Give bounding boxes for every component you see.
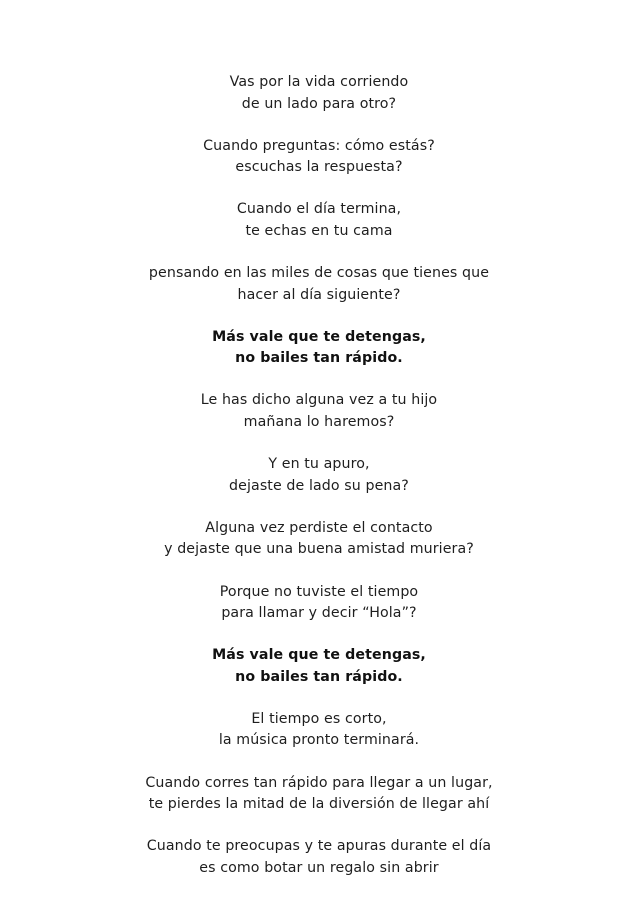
poem-line: hacer al día siguiente? (237, 286, 401, 303)
refrain-stanza (0, 645, 638, 688)
poem-line: Le has dicho alguna vez a tu hijo (200, 392, 438, 409)
poem-line: Cuando preguntas: cómo estás? (203, 137, 435, 154)
poem-line: es como botar un regalo sin abrir (199, 859, 439, 876)
poem-line: escuchas la respuesta? (235, 159, 403, 176)
poem-line: Cuando el día termina, (236, 201, 402, 218)
poem-line: mañana lo haremos? (243, 414, 395, 431)
poem-line: te echas en tu cama (245, 222, 393, 239)
poem-line: para llamar y decir “Hola”? (221, 605, 417, 622)
stanza-11 (0, 709, 638, 752)
poem-line: Cuando corres tan rápido para llegar a un lugar, (145, 774, 493, 791)
stanza-4 (0, 263, 638, 306)
poem-line: te pierdes la mitad de la diversión de llegar ahí (148, 796, 490, 813)
refrain-line: Más vale que te detengas, (212, 328, 426, 345)
refrain-line: Más vale que te detengas, (212, 647, 426, 664)
stanza-8 (0, 518, 638, 561)
poem-line: Porque no tuviste el tiempo (219, 583, 419, 600)
poem-line: y dejaste que una buena amistad muriera? (164, 541, 474, 558)
refrain-line: no bailes tan rápido. (235, 350, 403, 367)
poem-line: la música pronto terminará. (218, 732, 420, 749)
poem-line: de un lado para otro? (241, 95, 397, 112)
stanza-3 (0, 199, 638, 242)
poem-line: Vas por la vida corriendo (229, 74, 409, 90)
poem-line: Cuando te preocupas y te apuras durante el día (146, 838, 492, 855)
refrain-line: no bailes tan rápido. (235, 668, 403, 685)
refrain-stanza (0, 327, 638, 370)
stanza-2 (0, 136, 638, 179)
poem-line: Y en tu apuro, (268, 456, 370, 473)
stanza-13 (0, 836, 638, 879)
stanza-1 (0, 72, 638, 115)
stanza-9 (0, 582, 638, 625)
poem-line: dejaste de lado su pena? (229, 477, 409, 494)
stanza-6 (0, 390, 638, 433)
poem-line: Alguna vez perdiste el contacto (205, 519, 433, 536)
poem-line: El tiempo es corto, (251, 710, 387, 727)
stanza-7 (0, 454, 638, 497)
poem-line: pensando en las miles de cosas que tienes que (148, 265, 490, 282)
stanza-12 (0, 773, 638, 816)
poem-body (0, 72, 638, 900)
